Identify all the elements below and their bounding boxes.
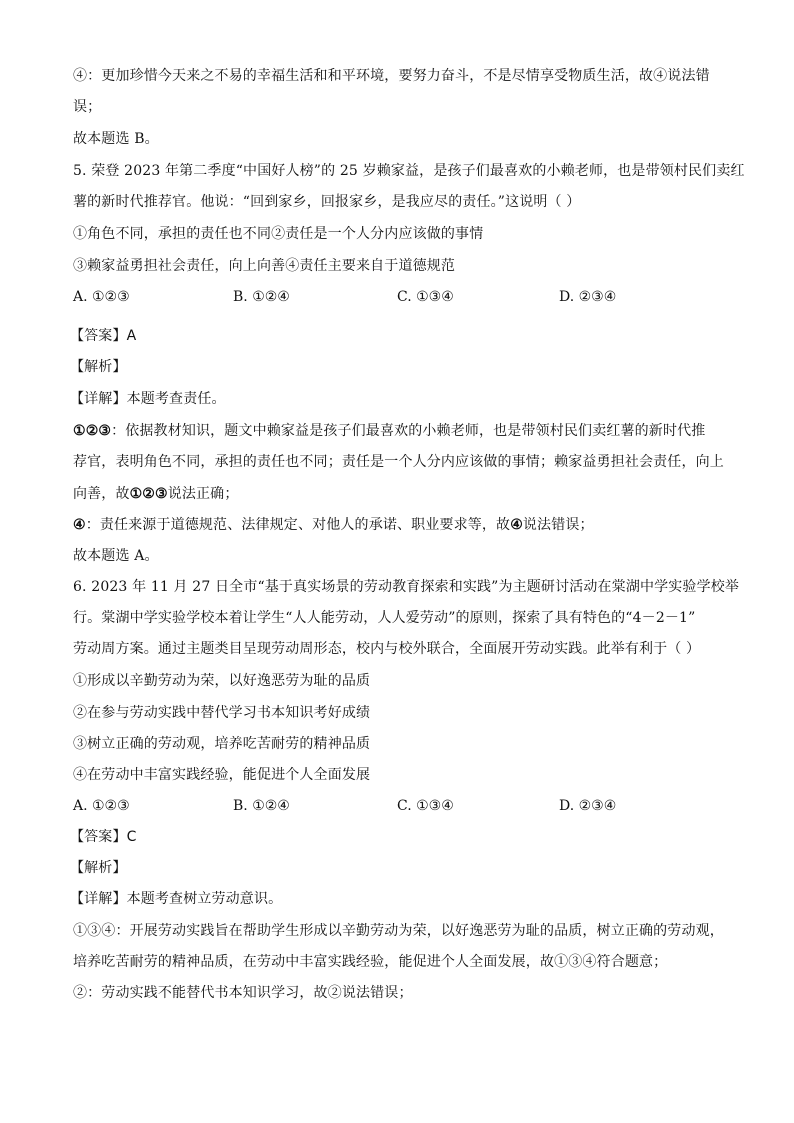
- q6-explain1-line2: 培养吃苦耐劳的精神品质，在劳动中丰富实践经验，能促进个人全面发展，故①③④符合题意；: [73, 954, 668, 970]
- q6-statement-1: ①形成以辛勤劳动为荣，以好逸恶劳为耻的品质: [73, 673, 371, 689]
- prev-item4-line2: 误；: [73, 99, 102, 115]
- q6-stem-line3: 劳动周方案。通过主题类目呈现劳动周形态，校内与校外联合，全面展开劳动实践。此举有利于（ ）: [73, 641, 701, 657]
- q5-explain1-line3-post: 说法正确；: [167, 486, 239, 502]
- prev-item4-line1: ④：更加珍惜今天来之不易的幸福生活和和平环境，要努力奋斗，不是尽情享受物质生活，故④说法错: [73, 68, 710, 84]
- q5-explain2-post: 说法错误；: [522, 517, 594, 533]
- prev-conclusion: 故本题选 B。: [73, 131, 159, 147]
- q5-conclusion: 故本题选 A。: [73, 548, 159, 564]
- q6-option-a: A. ①②③: [73, 798, 130, 814]
- q5-statement-line1: ①角色不同，承担的责任也不同②责任是一个人分内应该做的事情: [73, 226, 484, 242]
- q6-analysis-label: 【解析】: [70, 860, 127, 876]
- q5-stem-line1: 5. 荣登 2023 年第二季度“中国好人榜”的 25 岁赖家益，是孩子们最喜欢的小赖老师，也是带领村民们卖红: [73, 163, 745, 179]
- q6-stem-line1: 6. 2023 年 11 月 27 日全市“基于真实场景的劳动教育探索和实践”为主题研讨活动在棠湖中学实验学校举: [73, 579, 740, 595]
- q6-statement-2: ②在参与劳动实践中替代学习书本知识考好成绩: [73, 705, 371, 721]
- q5-statement-line2: ③赖家益勇担社会责任，向上向善④责任主要来自于道德规范: [73, 258, 456, 274]
- q5-explain2-text-marker: ④: [510, 517, 523, 533]
- q6-explain2-line: ②：劳动实践不能替代书本知识学习，故②说法错误；: [73, 985, 413, 1001]
- q6-option-c: C. ①③④: [397, 798, 454, 814]
- q6-statement-3: ③树立正确的劳动观，培养吃苦耐劳的精神品质: [73, 736, 371, 752]
- q5-explain1-line2: 荐官，表明角色不同，承担的责任也不同；责任是一个人分内应该做的事情；赖家益勇担社会责任，向上: [73, 454, 724, 470]
- q5-explain2-marker: ④: [73, 517, 86, 533]
- q6-answer: 【答案】C: [70, 829, 137, 845]
- q5-explain1-line1: [73, 421, 734, 441]
- q5-analysis-label: 【解析】: [70, 359, 127, 375]
- q5-explain1-line3-pre: 向善，故: [73, 486, 130, 502]
- q5-answer: 【答案】A: [70, 328, 137, 344]
- q5-explain1-text: ：依据教材知识，题文中赖家益是孩子们最喜欢的小赖老师，也是带领村民们卖红薯的新时代推: [111, 423, 706, 439]
- q5-explain2-pre: ：责任来源于道德规范、法律规定、对他人的承诺、职业要求等，故: [85, 517, 511, 533]
- q5-option-b: B. ①②④: [233, 289, 290, 305]
- q5-option-d: D. ②③④: [559, 289, 617, 305]
- q5-detail-line: 【详解】本题考查责任。: [70, 391, 226, 407]
- q6-statement-4: ④在劳动中丰富实践经验，能促进个人全面发展: [73, 767, 371, 783]
- q5-explain1-marker: ①②③: [73, 423, 112, 439]
- q5-stem-line2: 薯的新时代推荐官。他说：“回到家乡，回报家乡，是我应尽的责任。”这说明（ ）: [73, 194, 581, 210]
- q5-explain1-line3: [73, 484, 734, 504]
- q5-option-c: C. ①③④: [397, 289, 454, 305]
- q6-option-b: B. ①②④: [233, 798, 290, 814]
- q6-explain1-line1: ①③④：开展劳动实践旨在帮助学生形成以辛勤劳动为荣，以好逸恶劳为耻的品质，树立正确的劳动观，: [73, 923, 724, 939]
- q5-explain2-line: [73, 515, 734, 535]
- q6-option-d: D. ②③④: [559, 798, 617, 814]
- q5-option-a: A. ①②③: [73, 289, 130, 305]
- q5-explain1-line3-marker: ①②③: [129, 486, 168, 502]
- q6-stem-line2: 行。棠湖中学实验学校本着让学生“人人能劳动，人人爱劳动”的原则，探索了具有特色的“4－2－1”: [73, 610, 696, 626]
- q6-detail-line: 【详解】本题考查树立劳动意识。: [70, 891, 283, 907]
